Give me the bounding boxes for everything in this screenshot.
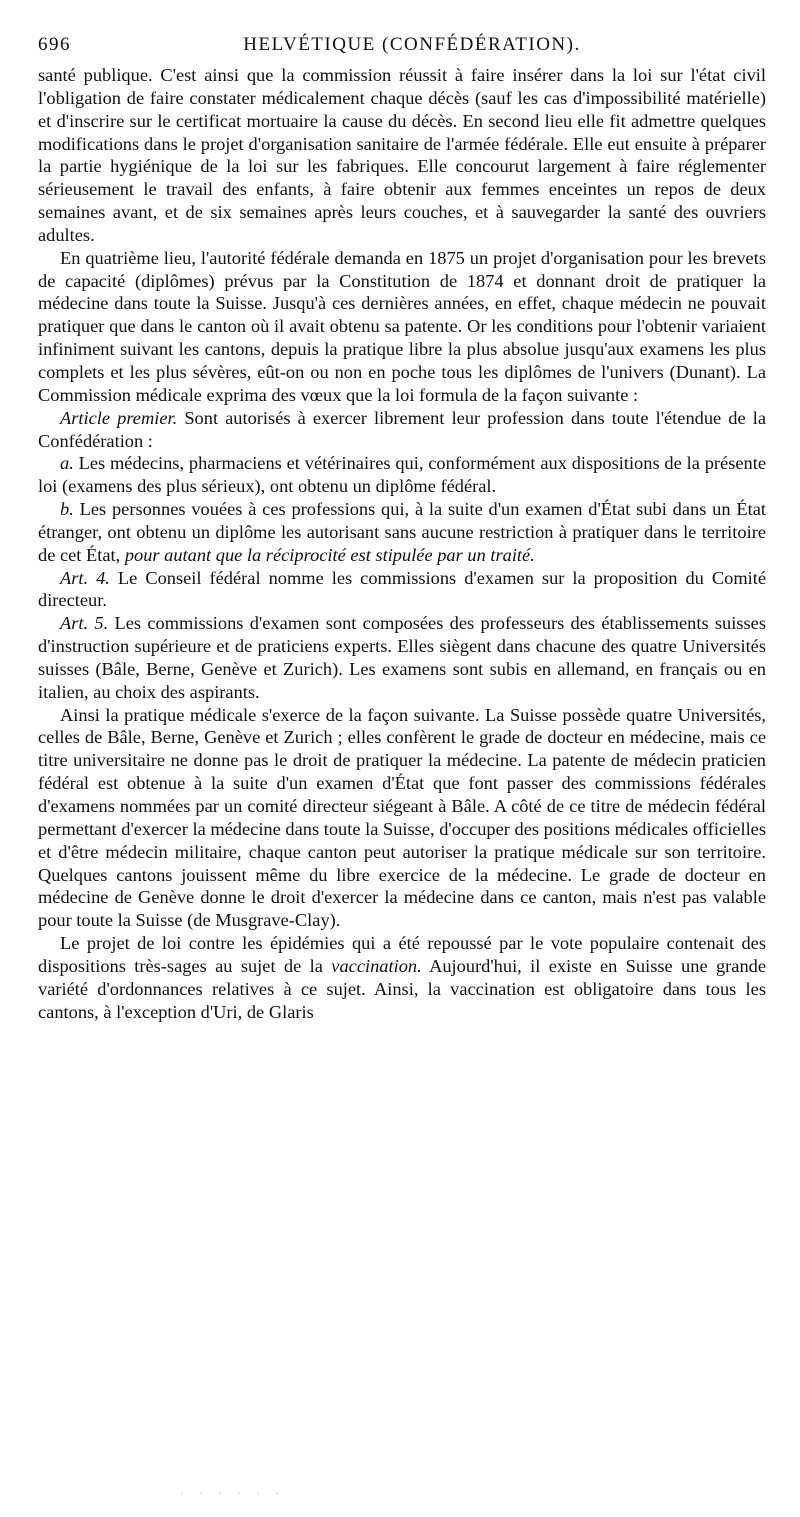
paragraph-vaccination	[38, 932, 766, 1023]
page-header	[38, 24, 766, 64]
footer-marks: · · · · · ·	[180, 1486, 285, 1500]
vaccination-text-after: Aujourd'hui, il existe en Suisse une grande variété d'ordonnances relatives à ce sujet. Ainsi, la vaccination est obligatoire dans tous les cantons, à l'exception d'Uri, de Glaris	[38, 955, 766, 1022]
item-b-label: b.	[60, 499, 74, 520]
article-premier-label: Article premier.	[60, 407, 178, 428]
document-page	[38, 24, 766, 1023]
article-5-text: Les commissions d'examen sont composées des professeurs des établissements suisses d'instruction supérieure et de praticiens experts. Elles siègent dans chacune des quatre Universités suisses (Bâle, Berne, Genève et Zurich). Les examens sont subis en allemand, en français ou en italien, au choix des aspirants.	[38, 613, 766, 702]
article-5	[38, 612, 766, 703]
article-4-text: Le Conseil fédéral nomme les commissions d'examen sur la proposition du Comité directeur.	[38, 567, 766, 611]
item-a	[38, 452, 766, 498]
article-premier-text: Sont autorisés à exercer librement leur profession dans toute l'étendue de la Confédération :	[38, 407, 766, 451]
paragraph-medical-practice: Ainsi la pratique médicale s'exerce de la façon suivante. La Suisse possède quatre Universités, celles de Bâle, Berne, Genève et Zurich ; elles confèrent le grade de docteur en médecine, mais ce titre universitaire ne donne pas le droit de pratiquer la médecine. La patente de médecin praticien fédéral est obtenue à la suite d'un examen d'État que font passer des commissions fédérales d'examens nommées par un comité directeur siégeant à Bâle. A côté de ce titre de médecin fédéral permettant d'exercer la médecine dans toute la Suisse, d'occuper des positions médicales officielles et d'être médecin militaire, chaque canton peut autoriser la pratique médicale sur son territoire. Quelques cantons jouissent même du libre exercice de la médecine. Le grade de docteur en médecine de Genève donne le droit d'exercer la médecine dans ce canton, mais n'est pas valable pour toute la Suisse (de Musgrave-Clay).	[38, 704, 766, 931]
paragraph-diplomas: En quatrième lieu, l'autorité fédérale demanda en 1875 un projet d'organisation pour les brevets de capacité (diplômes) prévus par la Constitution de 1874 et donnant droit de pratiquer la médecine dans toute la Suisse. Jusqu'à ces dernières années, en effet, chaque médecin ne pouvait pratiquer que dans le canton où il avait obtenu sa patente. Or les conditions pour l'obtenir variaient infiniment suivant les cantons, depuis la pratique libre la plus absolue jusqu'aux examens les plus complets et les plus sévères, eût-on ou non en poche tous les diplômes de l'univers (Dunant). La Commission médicale exprima des vœux que la loi formula de la façon suivante :	[38, 247, 766, 405]
item-a-text: Les médecins, pharmaciens et vétérinaires qui, conformément aux dispositions de la présente loi (examens des plus sérieux), ont obtenu un diplôme fédéral.	[38, 453, 766, 497]
item-b-italic-tail: pour autant que la réciprocité est stipulée par un traité.	[124, 544, 535, 565]
item-a-label: a.	[60, 453, 74, 474]
running-title: HELVÉTIQUE (CONFÉDÉRATION).	[243, 34, 581, 55]
article-4	[38, 567, 766, 613]
item-b-text: Les personnes vouées à ces professions qui, à la suite d'un examen d'État subi dans un État étranger, ont obtenu un diplôme les autorisant sans aucune restriction à pratiquer dans le territoire de cet État,	[38, 499, 766, 565]
vaccination-italic-word: vaccination.	[331, 955, 422, 976]
article-4-label: Art. 4.	[60, 567, 110, 588]
body-text	[38, 64, 766, 1023]
item-b	[38, 498, 766, 567]
article-premier	[38, 407, 766, 453]
paragraph-public-health: santé publique. C'est ainsi que la commission réussit à faire insérer dans la loi sur l'état civil l'obligation de faire constater médicalement chaque décès (sauf les cas d'impossibilité matérielle) et d'inscrire sur le certificat mortuaire la cause du décès. En second lieu elle fit admettre quelques modifications dans le projet d'organisation sanitaire de l'armée fédérale. Elle eut ensuite à préparer la partie hygiénique de la loi sur les fabriques. Elle concourut largement à faire réglementer sérieusement le travail des enfants, à faire obtenir aux femmes enceintes un repos de deux semaines avant, et de six semaines après leurs couches, et à sauvegarder la santé des ouvriers adultes.	[38, 65, 766, 245]
vaccination-text-before: Le projet de loi contre les épidémies qui a été repoussé par le vote populaire contenait des dispositions très-sages au sujet de la	[38, 933, 766, 976]
article-5-label: Art. 5.	[60, 613, 109, 634]
page-number: 696	[38, 34, 71, 55]
